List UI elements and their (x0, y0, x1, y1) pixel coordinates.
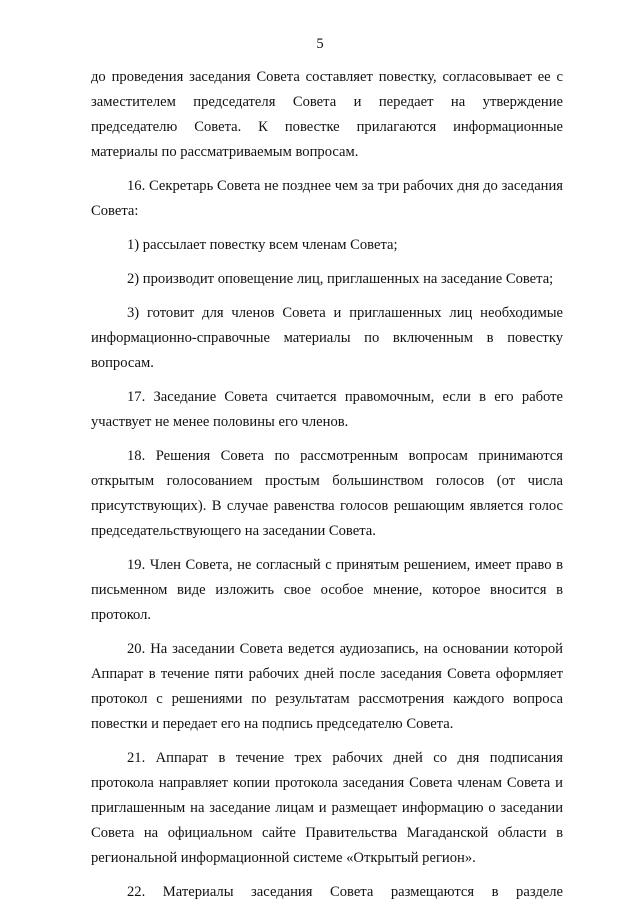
paragraph-16: 16. Секретарь Совета не позднее чем за три рабочих дня до заседания Совета: (91, 178, 563, 219)
paragraph-20: 20. На заседании Совета ведется аудиозапись, на основании которой Аппарат в течение пяти рабочих дней после заседания Совета оформляет протокол с решениями по результатам рассмотрения каждого вопроса повестки и передает его на подпись председателю Совета. (91, 641, 563, 732)
document-body (91, 65, 563, 914)
paragraph-16-item-2: 2) производит оповещение лиц, приглашенных на заседание Совета; (127, 271, 554, 287)
page-number: 5 (316, 36, 324, 52)
paragraph-16-item-1: 1) рассылает повестку всем членам Совета; (127, 237, 398, 253)
paragraph-18: 18. Решения Совета по рассмотренным вопросам принимаются открытым голосованием простым большинством голосов (от числа присутствующих). В случае равенства голосов решающим является голос председательствующего на заседании Совета. (91, 448, 563, 539)
paragraph-19: 19. Член Совета, не согласный с принятым решением, имеет право в письменном виде изложить свое особое мнение, которое вносится в протокол. (91, 557, 563, 623)
paragraph-16-item-3: 3) готовит для членов Совета и приглашенных лиц необходимые информационно-справочные материалы по включенным в повестку вопросам. (91, 305, 563, 371)
paragraph-continuation: до проведения заседания Совета составляет повестку, согласовывает ее с заместителем председателя Совета и передает на утверждение председателю Совета. К повестке прилагаются информационные материалы по рассматриваемым вопросам. (91, 69, 563, 160)
paragraph-21: 21. Аппарат в течение трех рабочих дней со дня подписания протокола направляет копии протокола заседания Совета членам Совета и приглашенным на заседание лицам и размещает информацию о заседании Совета на официальном сайте Правительства Магаданской области в региональной информационной системе «Открытый регион». (91, 750, 563, 866)
paragraph-17: 17. Заседание Совета считается правомочным, если в его работе участвует не менее половины его членов. (91, 389, 563, 430)
paragraph-22: 22. Материалы заседания Совета размещаются в разделе (127, 884, 563, 900)
